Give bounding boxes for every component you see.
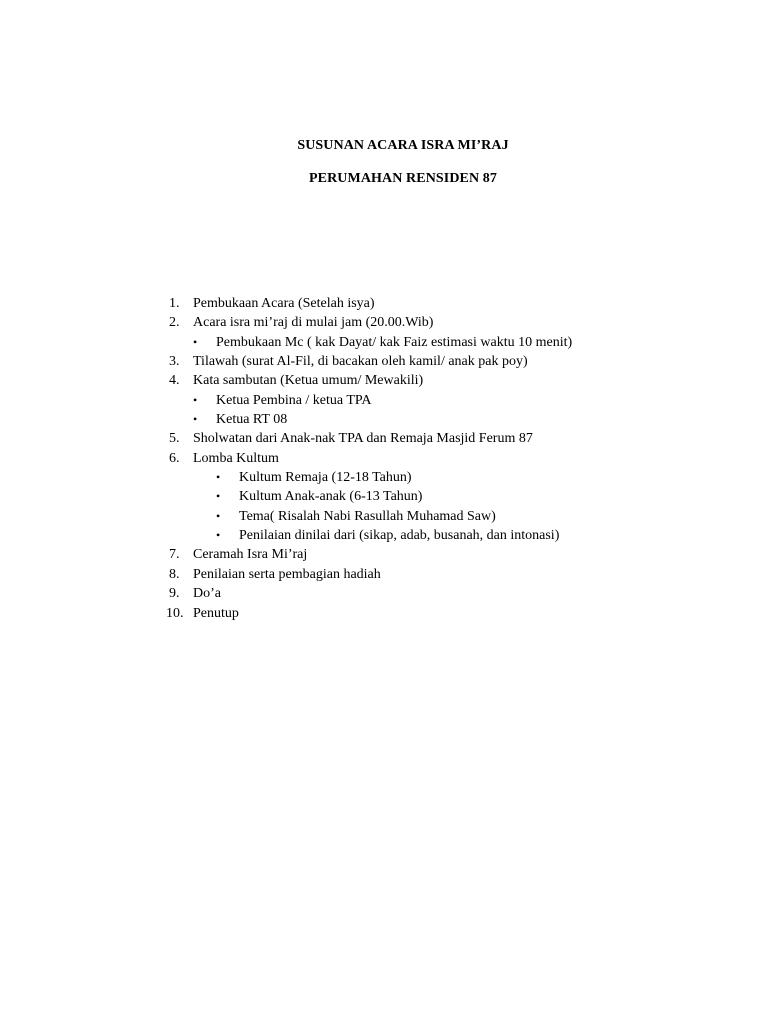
agenda-item: [0, 565, 768, 584]
bullet-icon: •: [216, 489, 221, 504]
agenda-subitem: [0, 391, 768, 410]
agenda-item: [0, 449, 768, 468]
agenda-item-text: Pembukaan Acara (Setelah isya): [193, 296, 375, 311]
bullet-icon: •: [193, 392, 198, 407]
agenda-item: [0, 584, 768, 603]
agenda-item: [0, 313, 768, 332]
agenda-item-number: 8.: [169, 566, 180, 582]
agenda-item-number: 4.: [169, 373, 180, 389]
agenda-item-text: Ketua RT 08: [216, 412, 288, 428]
agenda-item: [0, 545, 768, 564]
agenda-subitem: [0, 410, 768, 429]
bullet-icon: •: [216, 528, 221, 543]
agenda-item-text: Penutup: [193, 605, 239, 621]
agenda-item-number: 1.: [169, 296, 180, 311]
bullet-icon: •: [216, 470, 221, 485]
agenda-item-text: Penilaian serta pembagian hadiah: [193, 566, 381, 582]
agenda-item-number: 7.: [169, 547, 180, 563]
agenda-subitem: [0, 526, 768, 545]
agenda-item-text: Sholwatan dari Anak-nak TPA dan Remaja Masjid Ferum 87: [193, 431, 533, 447]
agenda-item-text: Kultum Remaja (12-18 Tahun): [239, 470, 412, 486]
bullet-icon: •: [193, 334, 198, 349]
agenda-item-number: 5.: [169, 431, 180, 447]
agenda-subitem: [0, 333, 768, 352]
agenda-list: [0, 294, 768, 623]
bullet-icon: •: [216, 508, 221, 523]
agenda-item: [0, 294, 768, 313]
agenda-item-number: 6.: [169, 450, 180, 466]
agenda-item-number: 9.: [169, 586, 180, 602]
agenda-item-number: 3.: [169, 354, 180, 370]
agenda-item-text: Pembukaan Mc ( kak Dayat/ kak Faiz estimasi waktu 10 menit): [216, 334, 573, 350]
agenda-item-number: 10.: [166, 605, 184, 621]
agenda-item: [0, 371, 768, 390]
agenda-item-text: Kultum Anak-anak (6-13 Tahun): [239, 489, 423, 505]
document-subtitle: PERUMAHAN RENSIDEN 87: [309, 171, 497, 186]
agenda-item-text: Acara isra mi’raj di mulai jam (20.00.Wib): [193, 315, 434, 331]
agenda-item-number: 2.: [169, 315, 180, 331]
agenda-item: [0, 352, 768, 371]
agenda-item: [0, 429, 768, 448]
agenda-item-text: Tema( Risalah Nabi Rasullah Muhamad Saw): [239, 508, 496, 524]
agenda-item-text: Tilawah (surat Al-Fil, di bacakan oleh kamil/ anak pak poy): [193, 354, 528, 370]
agenda-item: [0, 604, 768, 623]
agenda-item-text: Ketua Pembina / ketua TPA: [216, 392, 372, 408]
agenda-item-text: Penilaian dinilai dari (sikap, adab, busanah, dan intonasi): [239, 528, 560, 544]
agenda-item-text: Do’a: [193, 586, 221, 602]
agenda-item-text: Ceramah Isra Mi’raj: [193, 547, 308, 563]
agenda-subitem: [0, 507, 768, 526]
agenda-item-text: Kata sambutan (Ketua umum/ Mewakili): [193, 373, 424, 389]
bullet-icon: •: [193, 412, 198, 427]
agenda-subitem: [0, 487, 768, 506]
agenda-subitem: [0, 468, 768, 487]
document-title: SUSUNAN ACARA ISRA MI’RAJ: [297, 138, 509, 153]
agenda-item-text: Lomba Kultum: [193, 450, 279, 466]
